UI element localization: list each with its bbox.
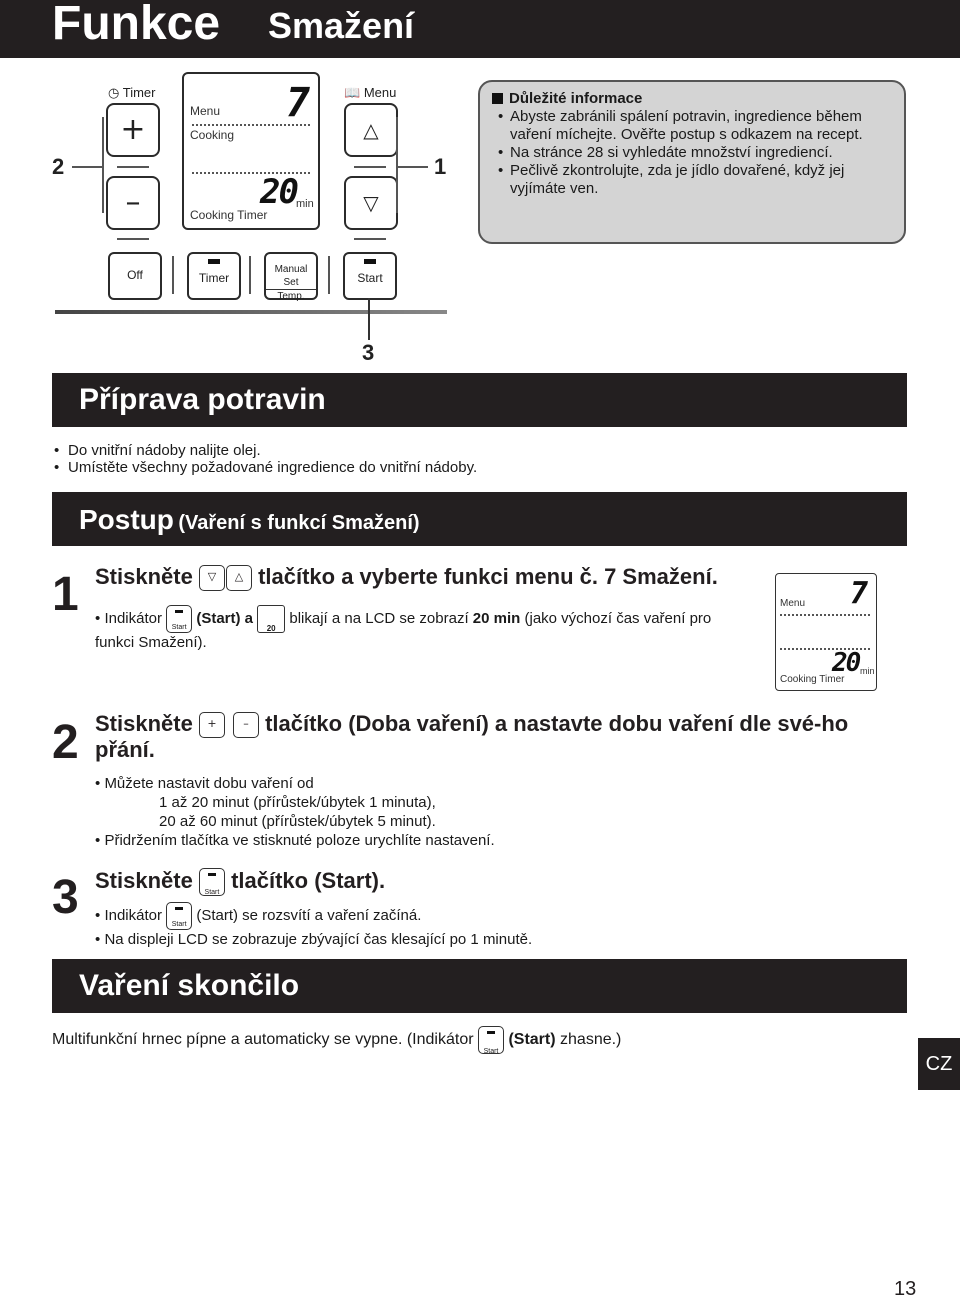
- step-1-number: 1: [52, 568, 79, 621]
- start-icon-label: Start: [483, 1048, 499, 1055]
- list-item: [95, 930, 895, 949]
- panel-base-bar: [55, 310, 447, 314]
- off-button[interactable]: [108, 252, 162, 300]
- menu-down-button[interactable]: [344, 176, 398, 230]
- done-text: [52, 1026, 912, 1054]
- lcd-time-unit: min: [296, 198, 314, 210]
- off-label: Off: [127, 268, 143, 282]
- start-icon-label: Start: [204, 889, 220, 896]
- bullet: •: [95, 832, 101, 849]
- start-led-mark: [175, 907, 183, 910]
- step-3-head-pre: Stiskněte: [95, 867, 193, 893]
- callout-1: 1: [434, 154, 447, 179]
- lcd-cooking-timer-label: Cooking Timer: [780, 674, 845, 685]
- list-item: [95, 831, 895, 850]
- step-1-mid-text: blikají a na LCD se zobrazí: [289, 609, 469, 627]
- prep-title: Příprava potravin: [79, 383, 326, 416]
- timer-led: [208, 259, 220, 264]
- step-3-body: [95, 902, 895, 949]
- minus-button[interactable]: [106, 176, 160, 230]
- list-item: [95, 774, 895, 793]
- start-led-mark: [487, 1031, 495, 1034]
- step-1-lcd-illustration: [775, 573, 877, 691]
- start-label: Start: [357, 271, 383, 285]
- bullet: •: [95, 931, 101, 948]
- divider: [117, 238, 149, 240]
- callout-line: [72, 166, 102, 168]
- start-icon-label: Start: [171, 624, 187, 631]
- step-2-range-intro: Můžete nastavit dobu vaření od: [104, 775, 314, 792]
- step-1-head-post: tlačítko a vyberte funkci menu č. 7 Smažení.: [258, 564, 718, 589]
- procedure-heading: [79, 504, 420, 536]
- lcd-menu-number: 7: [286, 80, 311, 126]
- step-3-post-text: (Start) se rozsvítí a vaření začíná.: [196, 906, 422, 924]
- list-item: [95, 902, 895, 930]
- step-1-body: [95, 605, 735, 652]
- plus-icon: [199, 712, 225, 738]
- manual-set-temp-button[interactable]: [264, 252, 318, 300]
- done-text-bold: (Start): [508, 1031, 556, 1049]
- book-icon: 📖: [344, 85, 361, 100]
- page-subtitle: Smažení: [268, 5, 415, 46]
- start-led: [364, 259, 376, 264]
- done-text-post: zhasne.): [560, 1031, 622, 1049]
- list-item: • Na stránce 28 si vyhledáte množství ingrediencí.: [510, 144, 892, 162]
- step-1-heading: [95, 565, 775, 591]
- timer-label: Timer: [198, 271, 230, 285]
- menu-down-icon: [199, 565, 225, 591]
- bullet: •: [95, 775, 101, 792]
- procedure-section-bar: [52, 492, 907, 546]
- done-title: Vaření skončilo: [79, 969, 300, 1002]
- prep-section-bar: [52, 373, 907, 427]
- mini-lcd-icon: [257, 605, 285, 633]
- callout-2: 2: [52, 154, 65, 179]
- lcd-time-unit: min: [860, 666, 875, 676]
- step-2-number: 2: [52, 716, 79, 769]
- step-2-range-a: 1 až 20 minut (přírůstek/úbytek 1 minuta),: [159, 794, 436, 811]
- menu-caption-text: Menu: [363, 85, 397, 100]
- done-section-bar: [52, 959, 907, 1013]
- divider: [117, 166, 149, 168]
- step-3-countdown-text: Na displeji LCD se zobrazuje zbývající čas klesající po 1 minutě.: [104, 931, 533, 948]
- info-list: [492, 108, 892, 198]
- list-item: • Do vnitřní nádoby nalijte olej.: [54, 442, 904, 459]
- start-button-icon: [199, 868, 225, 896]
- menu-caption: [344, 85, 396, 101]
- bullet: •: [95, 609, 101, 627]
- callout-3: 3: [362, 340, 375, 365]
- lcd-dots: [192, 124, 310, 126]
- step-1-indicator-text: Indikátor: [104, 609, 162, 627]
- step-2-range-b: 20 až 60 minut (přírůstek/úbytek 5 minut).: [159, 813, 436, 830]
- procedure-title: Postup: [79, 504, 174, 535]
- minus-label: –: [125, 185, 141, 220]
- lcd-menu-number: 7: [850, 576, 869, 611]
- menu-up-button[interactable]: [344, 103, 398, 157]
- bullet: •: [95, 906, 101, 924]
- lcd-menu-label: Menu: [190, 104, 221, 118]
- step-2-hold-hint: Přidržením tlačítka ve stisknuté poloze urychlíte nastavení.: [104, 832, 495, 849]
- start-led-mark: [208, 873, 216, 876]
- timer-caption: [108, 85, 155, 101]
- divider: [172, 256, 174, 294]
- divider: [249, 256, 251, 294]
- lcd-display: [182, 72, 320, 230]
- list-item: • Umístěte všechny požadované ingredience do vnitřní nádoby.: [54, 459, 904, 476]
- lcd-menu-label: Menu: [780, 598, 806, 609]
- done-text-pre: Multifunkční hrnec pípne a automaticky se vypne. (Indikátor: [52, 1031, 474, 1049]
- manual-set-label: Manual Set: [266, 263, 316, 290]
- language-tab: CZ: [918, 1038, 960, 1090]
- callout-line: [368, 298, 370, 340]
- callout-bracket: [102, 117, 104, 213]
- important-info-box: [478, 80, 906, 244]
- callout-bracket: [396, 117, 398, 213]
- info-title-row: [492, 90, 892, 108]
- menu-up-icon: [226, 565, 252, 591]
- plus-label: +: [120, 112, 146, 147]
- divider: [354, 166, 386, 168]
- step-2-head-pre: Stiskněte: [95, 711, 193, 736]
- step-3-number: 3: [52, 871, 79, 924]
- up-triangle-icon: △: [363, 118, 379, 142]
- step-1-start-text: (Start) a: [196, 609, 254, 627]
- timer-caption-text: Timer: [122, 85, 156, 100]
- info-title: Důležité informace: [509, 90, 643, 107]
- step-2-heading: [95, 712, 910, 762]
- start-icon-label: Start: [171, 921, 187, 928]
- start-indicator-icon: [166, 902, 192, 930]
- start-indicator-icon: [166, 605, 192, 633]
- step-2-head-post: tlačítko (Doba vaření) a nastavte dobu vaření dle své-ho přání.: [95, 711, 849, 763]
- square-bullet-icon: [492, 93, 503, 104]
- callout-line: [398, 166, 428, 168]
- down-triangle-icon: ▽: [363, 191, 379, 215]
- procedure-subtitle: (Vaření s funkcí Smažení): [178, 512, 420, 534]
- start-led-mark: [175, 610, 183, 613]
- divider: [354, 238, 386, 240]
- start-button[interactable]: [343, 252, 397, 300]
- lcd-time-number: 20: [832, 648, 860, 678]
- step-3-head-post: tlačítko (Start).: [231, 867, 386, 893]
- step-1-post-text: (jako výchozí čas vaření pro funkci Smažení).: [95, 609, 712, 651]
- step-1-head-pre: Stiskněte: [95, 564, 193, 589]
- plus-glyph: +: [207, 717, 217, 731]
- lcd-time-number: 20: [260, 172, 297, 212]
- list-item: • Pečlivě zkontrolujte, zda je jídlo dovařené, když jej vyjímáte ven.: [510, 162, 892, 198]
- lcd-dots: [780, 614, 870, 616]
- page-number: 13: [894, 1278, 917, 1300]
- lcd-cooking-label: Cooking: [190, 128, 235, 142]
- start-indicator-icon: [478, 1026, 504, 1054]
- timer-button[interactable]: [187, 252, 241, 300]
- step-2-body: [95, 774, 895, 850]
- step-1-time-bold: 20 min: [472, 609, 521, 627]
- plus-button[interactable]: [106, 103, 160, 157]
- down-glyph: ▽: [207, 570, 217, 584]
- page-title: Funkce: [52, 0, 221, 50]
- list-item: • Abyste zabránili spálení potravin, ingredience během vaření míchejte. Ověřte postup s odkazem na recept.: [510, 108, 892, 144]
- clock-icon: ◷: [108, 85, 120, 100]
- step-3-indicator-text: Indikátor: [104, 906, 162, 924]
- divider: [328, 256, 330, 294]
- minus-icon: [233, 712, 259, 738]
- step-3-heading: [95, 868, 795, 896]
- mini-lcd-time: 20: [266, 624, 276, 633]
- up-glyph: △: [234, 570, 244, 584]
- minus-glyph: –: [243, 717, 249, 731]
- lcd-cooking-timer-label: Cooking Timer: [190, 208, 268, 222]
- temp-label: Temp.: [277, 291, 305, 302]
- prep-list: [54, 442, 904, 476]
